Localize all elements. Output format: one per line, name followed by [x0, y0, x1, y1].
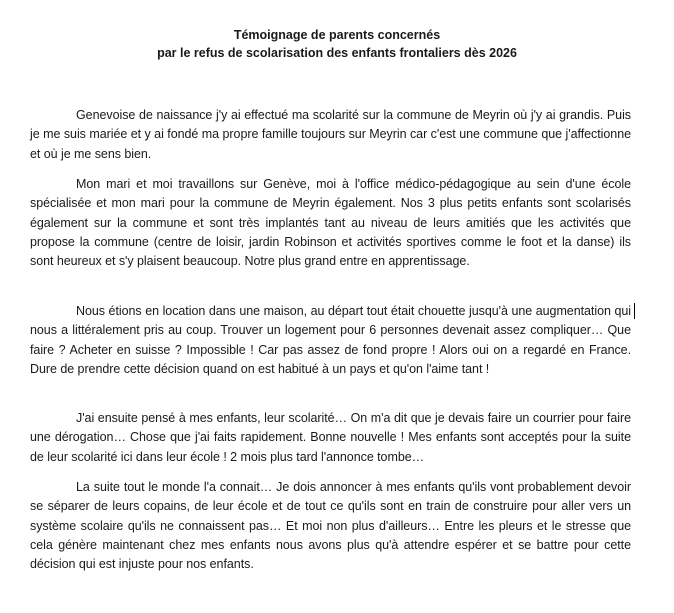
document-title-line-1: Témoignage de parents concernés	[233, 28, 441, 42]
paragraph-4[interactable]: J'ai ensuite pensé à mes enfants, leur scolarité… On m'a dit que je devais faire un courrier pour faire une dérogation… Chose que j'ai faits rapidement. Bonne nouvelle ! Mes enfants sont acceptés pour la suite de leur scolarité ici dans leur école ! 2 mois plus tard l'annonce tombe…	[30, 411, 631, 464]
text-cursor	[634, 303, 635, 319]
paragraph-5[interactable]: La suite tout le monde l'a connait… Je dois annoncer à mes enfants qu'ils vont probablement devoir se séparer de leurs copains, de leur école et de tout ce qu'ils sont en train de construire pour aller vers un système scolaire qu'ils ne connaissent pas… Et moi non plus d'ailleurs… Entre les pleurs et le stresse que cela génère maintenant chez mes enfants nous avons plus qu'à attendre espérer et se battre pour cette décision qui est injuste pour nos enfants.	[30, 480, 631, 572]
paragraph-3[interactable]: Nous étions en location dans une maison, au départ tout était chouette jusqu'à une augmentation qui nous a littéralement pris au coup. Trouver un logement pour 6 personnes devenait assez compliquer… Que faire ? Acheter en suisse ? Impossible ! Car pas assez de fond propre ! Alors oui on a regardé en France. Dure de prendre cette décision quand on est habitué à un pays et qu'on l'aime tant !	[30, 304, 631, 376]
paragraph-1[interactable]: Genevoise de naissance j'y ai effectué ma scolarité sur la commune de Meyrin où j'y ai grandis. Puis je me suis mariée et y ai fondé ma propre famille toujours sur Meyrin car c'est une commune que j'affectionne et où je me sens bien.	[30, 108, 631, 161]
document-title-line-2: par le refus de scolarisation des enfants frontaliers dès 2026	[157, 46, 517, 60]
paragraph-2[interactable]: Mon mari et moi travaillons sur Genève, moi à l'office médico-pédagogique au sein d'une école spécialisée et mon mari pour la commune de Meyrin également. Nos 3 plus petits enfants sont scolarisés également sur la commune et sont très implantés tant au niveau de leurs amitiés que les activités que propose la commune (centre de loisir, jardin Robinson et activités sportives comme le foot et la danse) ils sont heureux et s'y plaisent beaucoup. Notre plus grand entre en apprentissage.	[30, 177, 631, 269]
